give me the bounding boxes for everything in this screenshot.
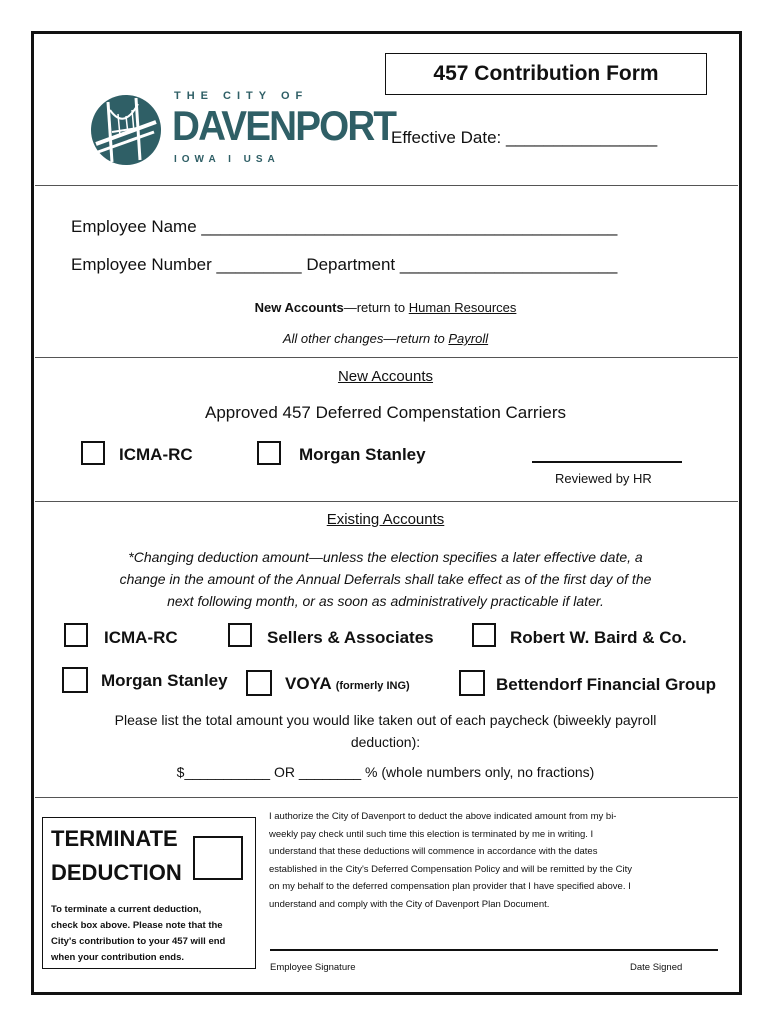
robert-baird-checkbox[interactable] bbox=[472, 623, 496, 647]
other-changes-text: All other changes—return to bbox=[282, 331, 449, 346]
existing-icma-rc-label: ICMA-RC bbox=[104, 628, 178, 647]
signature-line[interactable] bbox=[270, 949, 718, 951]
employee-name-field[interactable]: Employee Name ____________________________________________ bbox=[71, 217, 618, 236]
existing-icma-rc-checkbox[interactable] bbox=[64, 623, 88, 647]
logo bbox=[88, 88, 396, 174]
terminate-checkbox[interactable] bbox=[193, 836, 243, 880]
voya-label bbox=[285, 674, 410, 694]
bridge-logo-icon bbox=[88, 92, 164, 168]
divider bbox=[35, 501, 738, 502]
other-changes-instruction bbox=[35, 331, 736, 346]
sellers-associates-checkbox[interactable] bbox=[228, 623, 252, 647]
bettendorf-checkbox[interactable] bbox=[459, 670, 485, 696]
divider bbox=[35, 185, 738, 186]
authorization-text bbox=[269, 808, 719, 913]
new-accounts-bold: New Accounts bbox=[254, 300, 344, 315]
existing-accounts-note bbox=[35, 546, 736, 612]
new-accounts-instruction bbox=[35, 300, 736, 315]
terminate-note bbox=[51, 902, 225, 966]
terminate-note-line: check box above. Please note that the bbox=[51, 920, 223, 931]
voya-note: (formerly ING) bbox=[335, 680, 410, 692]
voya-name: VOYA bbox=[285, 674, 331, 693]
bettendorf-label: Bettendorf Financial Group bbox=[496, 675, 717, 694]
note-line: *Changing deduction amount—unless the election specifies a later effective date, a bbox=[128, 549, 643, 565]
payroll-text: Payroll bbox=[448, 331, 489, 346]
prompt-line: Please list the total amount you would like taken out of each paycheck (biweekly payroll bbox=[114, 712, 657, 728]
note-line: next following month, or as soon as administratively practicable if later. bbox=[167, 593, 604, 609]
prompt-line: deduction): bbox=[350, 734, 421, 750]
terminate-title-line1: TERMINATE bbox=[51, 826, 178, 851]
employee-signature-label: Employee Signature bbox=[270, 962, 356, 973]
new-accounts-rest: —return to bbox=[343, 300, 409, 315]
sellers-associates-label: Sellers & Associates bbox=[267, 628, 434, 647]
auth-line: I authorize the City of Davenport to deduct the above indicated amount from my bi- bbox=[269, 811, 617, 822]
new-morgan-stanley-label: Morgan Stanley bbox=[299, 445, 426, 464]
existing-morgan-stanley-label: Morgan Stanley bbox=[101, 671, 228, 690]
form-title-box bbox=[385, 53, 707, 95]
terminate-note-line: City's contribution to your 457 will end bbox=[51, 936, 226, 947]
terminate-title-line2: DEDUCTION bbox=[51, 860, 182, 885]
new-icma-rc-checkbox[interactable] bbox=[81, 441, 105, 465]
terminate-note-line: To terminate a current deduction, bbox=[51, 904, 202, 915]
auth-line: on my behalf to the deferred compensation plan provider that I have specified above. I bbox=[269, 881, 631, 892]
effective-date-field[interactable]: Effective Date: ________________ bbox=[391, 128, 658, 147]
amount-prompt bbox=[35, 709, 736, 753]
logo-line3: IOWA I USA bbox=[174, 154, 280, 165]
divider bbox=[35, 797, 738, 798]
carriers-subheading: Approved 457 Deferred Compenstation Carriers bbox=[205, 403, 566, 422]
auth-line: established in the City's Deferred Compensation Policy and will be remitted by the City bbox=[269, 863, 632, 875]
reviewed-by-hr-label: Reviewed by HR bbox=[555, 471, 652, 486]
divider bbox=[35, 357, 738, 358]
existing-accounts-heading: Existing Accounts bbox=[326, 511, 445, 528]
existing-morgan-stanley-checkbox[interactable] bbox=[62, 667, 88, 693]
terminate-box bbox=[42, 817, 256, 969]
new-accounts-heading: New Accounts bbox=[337, 368, 434, 385]
note-line: change in the amount of the Annual Deferrals shall take effect as of the first day of the bbox=[119, 571, 652, 587]
auth-line: understand that these deductions will commence in accordance with the dates bbox=[269, 846, 598, 857]
hr-review-line[interactable] bbox=[532, 461, 682, 463]
employee-number-department-field[interactable]: Employee Number _________ Department _______________________ bbox=[71, 255, 618, 274]
human-resources-text: Human Resources bbox=[408, 300, 517, 315]
auth-line: understand and comply with the City of Davenport Plan Document. bbox=[269, 898, 550, 910]
date-signed-label: Date Signed bbox=[630, 962, 683, 973]
form-title: 457 Contribution Form bbox=[433, 62, 659, 85]
auth-line: weekly pay check until such time this election is terminated by me in writing. I bbox=[269, 828, 594, 840]
new-icma-rc-label: ICMA-RC bbox=[119, 445, 193, 464]
amount-field[interactable]: $___________ OR ________ % (whole numbers only, no fractions) bbox=[176, 764, 595, 780]
voya-checkbox[interactable] bbox=[246, 670, 272, 696]
new-morgan-stanley-checkbox[interactable] bbox=[257, 441, 281, 465]
logo-line1: THE CITY OF bbox=[174, 90, 309, 102]
robert-baird-label: Robert W. Baird & Co. bbox=[510, 628, 687, 647]
terminate-note-line: when your contribution ends. bbox=[51, 952, 184, 963]
logo-line2: DAVENPORT bbox=[172, 102, 396, 149]
